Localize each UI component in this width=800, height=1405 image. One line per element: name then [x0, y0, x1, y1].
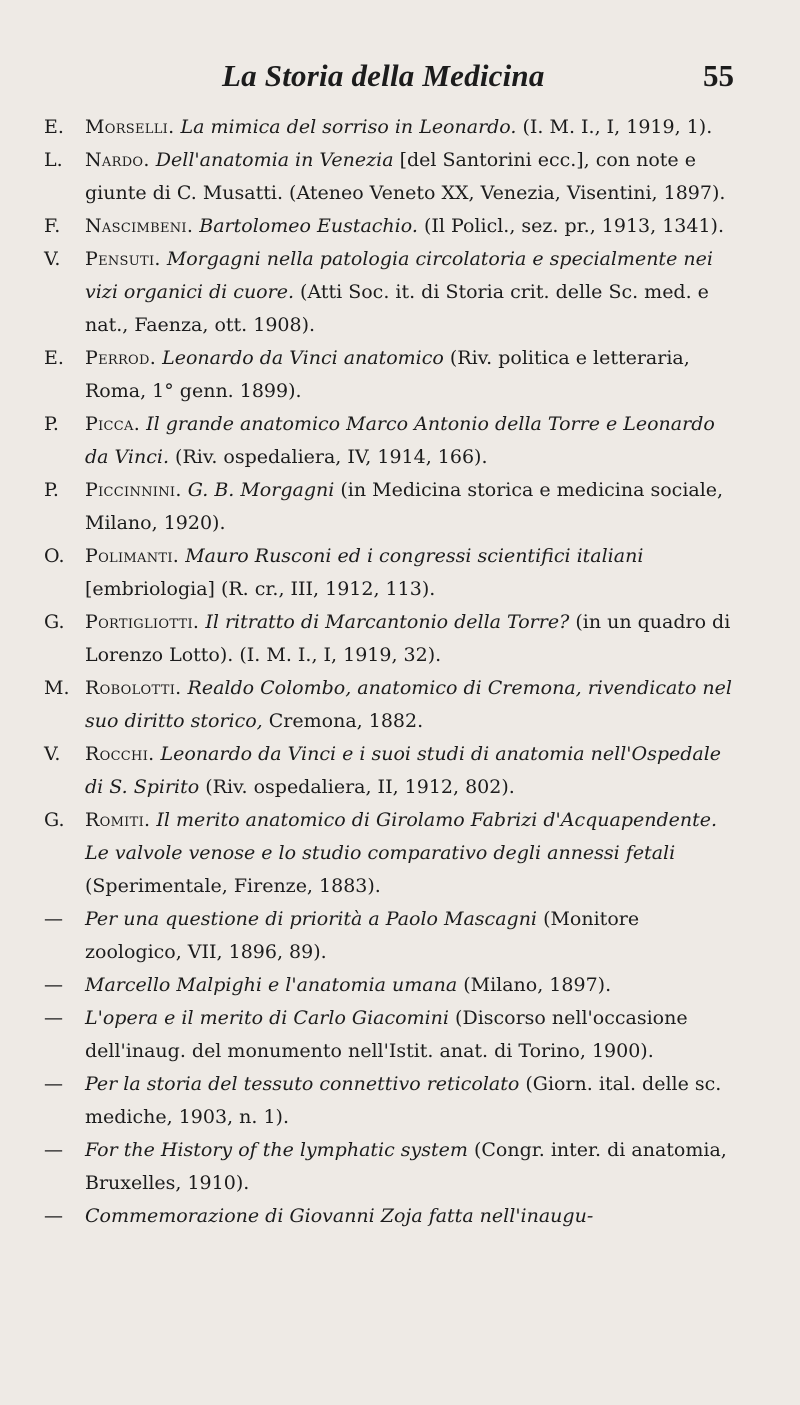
entry-title: Leonardo da Vinci anatomico: [162, 347, 444, 369]
bibliography-entry: [0, 969, 735, 1002]
entry-initial: V.: [44, 248, 61, 270]
entry-citation: (Congr. inter. di anatomia, Bruxelles, 1910).: [85, 1139, 727, 1194]
entry-citation: (Sperimentale, Firenze, 1883).: [85, 875, 381, 897]
entry-title: Dell'anatomia in Venezia: [155, 149, 394, 171]
bibliography-entry: [0, 672, 735, 738]
entry-title: Leonardo da Vinci e i suoi studi di anatomia nell'Ospedale di S. Spirito: [85, 743, 722, 798]
entry-initial: G.: [44, 611, 65, 633]
entry-citation: (Giorn. ital. delle sc. mediche, 1903, n. 1).: [85, 1073, 722, 1128]
bibliography-entry: [0, 738, 735, 804]
bibliography-entry: [0, 474, 735, 540]
entry-author: Piccinnini.: [85, 479, 182, 501]
entry-title: Bartolomeo Eustachio.: [199, 215, 418, 237]
entry-title: Marcello Malpighi e l'anatomia umana: [85, 974, 458, 996]
bibliography-list: [0, 111, 800, 1233]
entry-title: Il grande anatomico Marco Antonio della Torre e Leonardo da Vinci.: [85, 413, 715, 468]
running-title: La Storia della Medicina: [222, 58, 545, 93]
entry-title: Per una questione di priorità a Paolo Mascagni: [85, 908, 538, 930]
entry-initial: —: [44, 908, 63, 930]
bibliography-entry: [0, 144, 735, 210]
entry-author: Picca.: [85, 413, 141, 435]
entry-initial: P.: [44, 479, 59, 501]
bibliography-entry: [0, 210, 735, 243]
entry-citation: (Discorso nell'occasione dell'inaug. del monumento nell'Istit. anat. di Torino, 1900).: [85, 1007, 688, 1062]
bibliography-entry: [0, 903, 735, 969]
bibliography-entry: [0, 1002, 735, 1068]
entry-initial: O.: [44, 545, 65, 567]
bibliography-entry: [0, 1134, 735, 1200]
entry-citation: [del Santorini ecc.], con note e giunte di C. Musatti. (Ateneo Veneto XX, Venezia, Visentini, 1897).: [85, 149, 726, 204]
entry-initial: —: [44, 974, 63, 996]
entry-title: For the History of the lymphatic system: [85, 1139, 468, 1161]
entry-title: Per la storia del tessuto connettivo reticolato: [85, 1073, 520, 1095]
entry-citation: (Milano, 1897).: [463, 974, 612, 996]
bibliography-entry: [0, 606, 735, 672]
entry-title: Mauro Rusconi ed i congressi scientifici italiani: [185, 545, 644, 567]
entry-author: Romiti.: [85, 809, 151, 831]
bibliography-entry: [0, 408, 735, 474]
entry-author: Robolotti.: [85, 677, 182, 699]
entry-author: Perrod.: [85, 347, 157, 369]
entry-initial: —: [44, 1205, 63, 1227]
bibliography-entry: [0, 111, 735, 144]
entry-title: Il merito anatomico di Girolamo Fabrizi d'Acquapendente. Le valvole venose e lo studio comparativo degli annessi fetali: [85, 809, 718, 864]
entry-initial: V.: [44, 743, 61, 765]
entry-initial: —: [44, 1139, 63, 1161]
entry-author: Polimanti.: [85, 545, 180, 567]
bibliography-entry: [0, 1068, 735, 1134]
entry-title: Realdo Colombo, anatomico di Cremona, rivendicato nel suo diritto storico,: [85, 677, 732, 732]
bibliography-entry: [0, 804, 735, 903]
entry-citation: (Riv. politica e letteraria, Roma, 1° genn. 1899).: [85, 347, 690, 402]
entry-citation: (Il Policl., sez. pr., 1913, 1341).: [423, 215, 725, 237]
entry-citation: (in Medicina storica e medicina sociale, Milano, 1920).: [85, 479, 724, 534]
entry-author: Rocchi.: [85, 743, 155, 765]
entry-title: Morgagni nella patologia circolatoria e specialmente nei vizi organici di cuore.: [85, 248, 713, 303]
bibliography-entry: [0, 540, 735, 606]
entry-author: Nardo.: [85, 149, 150, 171]
entry-title: Commemorazione di Giovanni Zoja fatta nell'inaugu-: [85, 1205, 594, 1227]
entry-title: L'opera e il merito di Carlo Giacomini: [85, 1007, 449, 1029]
entry-initial: G.: [44, 809, 65, 831]
entry-initial: E.: [44, 347, 64, 369]
bibliography-entry: [0, 243, 735, 342]
entry-citation: (in un quadro di Lorenzo Lotto). (I. M. I., I, 1919, 32).: [85, 611, 731, 666]
entry-author: Nascimbeni.: [85, 215, 194, 237]
entry-citation: (Riv. ospedaliera, II, 1912, 802).: [205, 776, 515, 798]
entry-citation: [embriologia] (R. cr., III, 1912, 113).: [85, 578, 436, 600]
bibliography-entry: [0, 1200, 735, 1233]
entry-citation: Cremona, 1882.: [268, 710, 424, 732]
entry-author: Pensuti.: [85, 248, 161, 270]
entry-initial: M.: [44, 677, 70, 699]
page-number: 55: [703, 58, 734, 93]
entry-title: G. B. Morgagni: [187, 479, 335, 501]
entry-author: Portigliotti.: [85, 611, 200, 633]
entry-citation: (Monitore zoologico, VII, 1896, 89).: [85, 908, 640, 963]
entry-author: Morselli.: [85, 116, 175, 138]
entry-initial: L.: [44, 149, 63, 171]
entry-initial: F.: [44, 215, 61, 237]
entry-citation: (Riv. ospedaliera, IV, 1914, 166).: [175, 446, 488, 468]
entry-citation: (Atti Soc. it. di Storia crit. delle Sc. med. e nat., Faenza, ott. 1908).: [85, 281, 709, 336]
entry-title: La mimica del sorriso in Leonardo.: [180, 116, 517, 138]
page-header: [0, 58, 800, 98]
entry-initial: —: [44, 1073, 63, 1095]
entry-initial: —: [44, 1007, 63, 1029]
entry-title: Il ritratto di Marcantonio della Torre?: [205, 611, 570, 633]
entry-initial: E.: [44, 116, 64, 138]
bibliography-entry: [0, 342, 735, 408]
entry-initial: P.: [44, 413, 59, 435]
entry-citation: (I. M. I., I, 1919, 1).: [522, 116, 713, 138]
